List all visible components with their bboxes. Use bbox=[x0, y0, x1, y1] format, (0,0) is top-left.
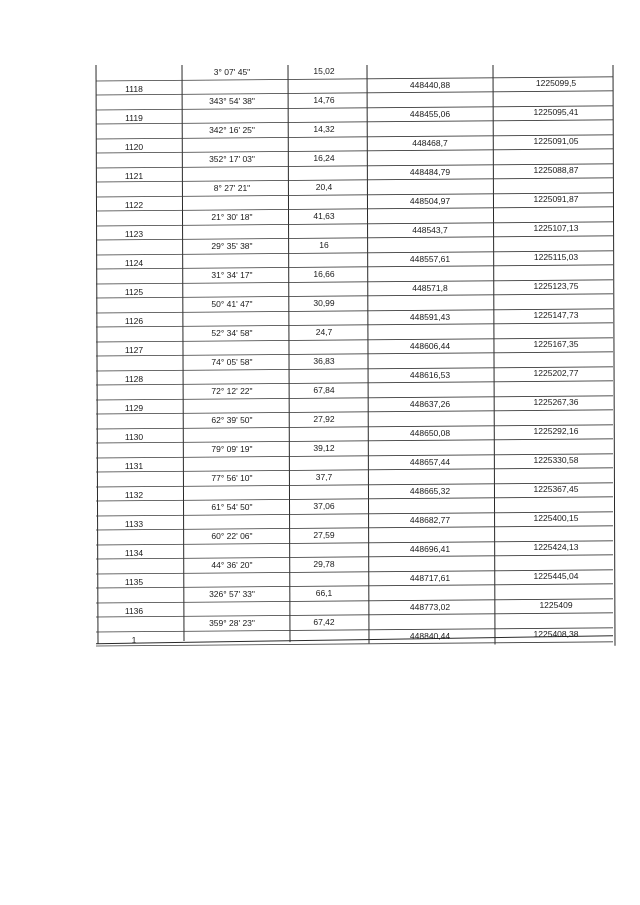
coordinate-y: 1225292,16 bbox=[533, 426, 579, 436]
coordinate-y: 1225409 bbox=[539, 600, 573, 610]
point-number: 1122 bbox=[124, 200, 144, 210]
bearing-angle: 31° 34' 17" bbox=[211, 270, 253, 280]
row-divider bbox=[96, 497, 613, 501]
coordinate-y: 1225091,05 bbox=[533, 136, 579, 146]
row-divider bbox=[96, 468, 613, 472]
point-number: 1130 bbox=[124, 432, 144, 442]
row-divider bbox=[96, 294, 613, 298]
coordinate-x: 448455,06 bbox=[409, 109, 451, 119]
point-number: 1131 bbox=[124, 461, 144, 471]
column-rule bbox=[182, 65, 184, 641]
row-divider bbox=[96, 265, 613, 269]
point-number: 1135 bbox=[124, 577, 144, 587]
coordinate-x: 448440,88 bbox=[409, 80, 451, 90]
point-number: 1 bbox=[131, 635, 137, 645]
row-divider bbox=[96, 91, 613, 95]
point-number: 1128 bbox=[124, 374, 144, 384]
bearing-angle: 359° 28' 23" bbox=[209, 618, 255, 628]
row-divider bbox=[96, 178, 613, 182]
coordinate-y: 1225202,77 bbox=[533, 368, 579, 378]
row-divider bbox=[96, 207, 613, 211]
coordinate-y: 1225088,87 bbox=[533, 165, 579, 175]
bearing-angle: 3° 07' 45" bbox=[213, 67, 251, 77]
coordinate-x: 448637,26 bbox=[409, 399, 451, 409]
row-divider bbox=[96, 439, 613, 443]
segment-length: 16,24 bbox=[313, 153, 335, 163]
coordinate-y: 1225115,03 bbox=[533, 252, 579, 262]
coordinate-y: 1225167,35 bbox=[533, 339, 579, 349]
coordinate-x: 448557,61 bbox=[409, 254, 451, 264]
row-divider bbox=[96, 555, 613, 559]
row-divider bbox=[96, 613, 613, 617]
coordinate-y: 1225123,75 bbox=[533, 281, 579, 291]
row-divider bbox=[96, 526, 613, 530]
bearing-angle: 342° 16' 25" bbox=[209, 125, 255, 135]
coordinate-x: 448650,08 bbox=[409, 428, 451, 438]
column-rule bbox=[96, 65, 98, 644]
bearing-angle: 343° 54' 38" bbox=[209, 96, 255, 106]
coordinate-y: 1225367,45 bbox=[533, 484, 579, 494]
coordinate-y: 1225099,5 bbox=[535, 78, 577, 88]
bearing-angle: 77° 56' 10" bbox=[211, 473, 253, 483]
coordinate-x: 448543,7 bbox=[412, 225, 448, 235]
coordinate-x: 448657,44 bbox=[409, 457, 451, 467]
point-number: 1120 bbox=[124, 142, 144, 152]
coordinate-y: 1225095,41 bbox=[533, 107, 579, 117]
segment-length: 39,12 bbox=[313, 443, 335, 453]
point-number: 1124 bbox=[124, 258, 144, 268]
row-divider bbox=[96, 584, 613, 588]
column-rule bbox=[493, 65, 495, 645]
bearing-angle: 29° 35' 38" bbox=[211, 241, 253, 251]
column-rule bbox=[613, 65, 615, 646]
point-number: 1121 bbox=[124, 171, 144, 181]
bearing-angle: 21° 30' 18" bbox=[211, 212, 253, 222]
point-number: 1133 bbox=[124, 519, 144, 529]
segment-length: 67,84 bbox=[313, 385, 335, 395]
bearing-angle: 50° 41' 47" bbox=[211, 299, 253, 309]
segment-length: 36,83 bbox=[313, 356, 335, 366]
point-number: 1127 bbox=[124, 345, 144, 355]
row-divider bbox=[96, 149, 613, 153]
coordinate-x: 448504,97 bbox=[409, 196, 451, 206]
segment-length: 66,1 bbox=[315, 588, 333, 598]
coordinate-y: 1225400,15 bbox=[533, 513, 579, 523]
coordinate-y: 1225267,36 bbox=[533, 397, 579, 407]
point-number: 1132 bbox=[124, 490, 144, 500]
segment-length: 67,42 bbox=[313, 617, 335, 627]
row-divider bbox=[96, 236, 613, 240]
row-divider bbox=[96, 120, 613, 124]
coordinate-y: 1225408,38 bbox=[533, 629, 579, 639]
coordinate-x: 448696,41 bbox=[409, 544, 451, 554]
segment-length: 14,32 bbox=[313, 124, 335, 134]
segment-length: 15,02 bbox=[313, 66, 335, 76]
coordinate-y: 1225445,04 bbox=[533, 571, 579, 581]
coordinate-y: 1225107,13 bbox=[533, 223, 579, 233]
point-number: 1126 bbox=[124, 316, 144, 326]
coordinate-x: 448591,43 bbox=[409, 312, 451, 322]
coordinate-y: 1225424,13 bbox=[533, 542, 579, 552]
row-divider bbox=[96, 352, 613, 356]
segment-length: 37,7 bbox=[315, 472, 333, 482]
bearing-angle: 62° 39' 50" bbox=[211, 415, 253, 425]
bearing-angle: 8° 27' 21" bbox=[213, 183, 251, 193]
coordinate-x: 448682,77 bbox=[409, 515, 451, 525]
segment-length: 14,76 bbox=[313, 95, 335, 105]
bearing-angle: 61° 54' 50" bbox=[211, 502, 253, 512]
point-number: 1134 bbox=[124, 548, 144, 558]
coordinate-x: 448571,8 bbox=[412, 283, 448, 293]
coordinate-x: 448616,53 bbox=[409, 370, 451, 380]
segment-length: 27,92 bbox=[313, 414, 335, 424]
coordinate-x: 448773,02 bbox=[409, 602, 451, 612]
segment-length: 24,7 bbox=[315, 327, 333, 337]
segment-length: 16,66 bbox=[313, 269, 335, 279]
point-number: 1125 bbox=[124, 287, 144, 297]
point-number: 1118 bbox=[125, 84, 143, 94]
coordinate-x: 448606,44 bbox=[409, 341, 451, 351]
row-divider bbox=[96, 599, 613, 603]
segment-length: 16 bbox=[319, 240, 329, 250]
segment-length: 27,59 bbox=[313, 530, 335, 540]
bearing-angle: 352° 17' 03" bbox=[209, 154, 255, 164]
coordinate-y: 1225147,73 bbox=[533, 310, 579, 320]
coordinate-x: 448484,79 bbox=[409, 167, 451, 177]
coordinate-x: 448468,7 bbox=[412, 138, 448, 148]
coordinate-y: 1225330,58 bbox=[533, 455, 579, 465]
point-number: 1129 bbox=[124, 403, 144, 413]
point-number: 1119 bbox=[125, 113, 143, 123]
coordinate-x: 448665,32 bbox=[409, 486, 451, 496]
coordinate-y: 1225091,87 bbox=[533, 194, 579, 204]
bearing-angle: 52° 34' 58" bbox=[211, 328, 253, 338]
bearing-angle: 44° 36' 20" bbox=[211, 560, 253, 570]
bearing-angle: 60° 22' 06" bbox=[211, 531, 253, 541]
point-number: 1136 bbox=[124, 606, 144, 616]
row-divider bbox=[96, 323, 613, 327]
segment-length: 41,63 bbox=[313, 211, 335, 221]
row-divider bbox=[96, 381, 613, 385]
bearing-angle: 326° 57' 33" bbox=[209, 589, 255, 599]
segment-length: 20,4 bbox=[315, 182, 333, 192]
coordinate-x: 448840,44 bbox=[409, 631, 451, 641]
segment-length: 30,99 bbox=[313, 298, 335, 308]
bearing-angle: 74° 05' 58" bbox=[211, 357, 253, 367]
segment-length: 37,06 bbox=[313, 501, 335, 511]
segment-length: 29,78 bbox=[313, 559, 335, 569]
point-number: 1123 bbox=[124, 229, 144, 239]
row-divider bbox=[96, 410, 613, 414]
bearing-angle: 79° 09' 19" bbox=[211, 444, 253, 454]
coordinate-x: 448717,61 bbox=[409, 573, 451, 583]
bearing-angle: 72° 12' 22" bbox=[211, 386, 253, 396]
